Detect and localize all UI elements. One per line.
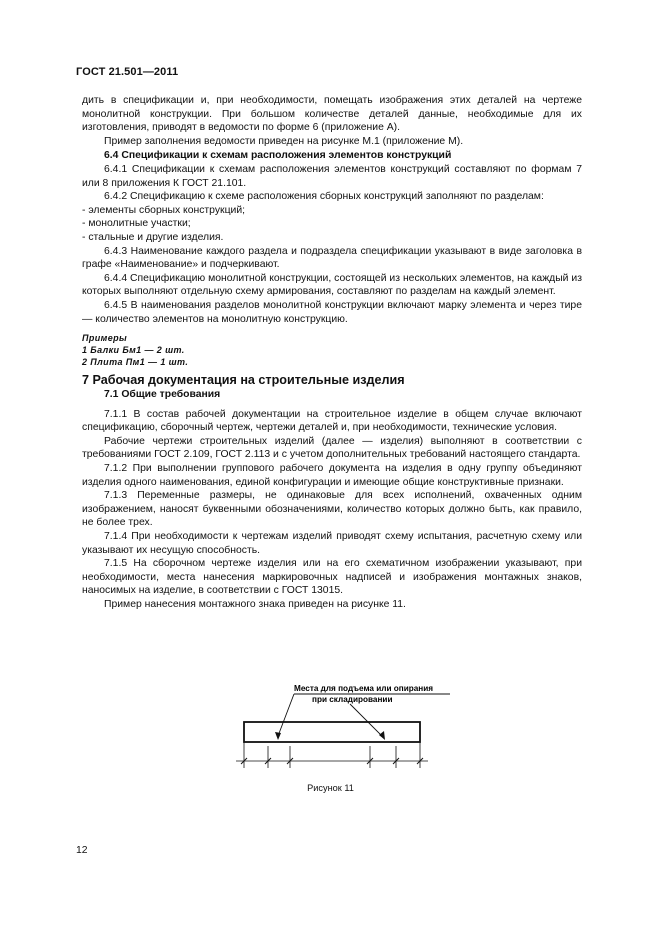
paragraph: 6.4.4 Спецификацию монолитной конструкции, состоящей из нескольких элементов, на каждый из которых выполняют отдельную схему армирования, составляют по разделам на каждый элемент.: [82, 272, 582, 298]
example-item: 2 Плита Пм1 — 1 шт.: [82, 357, 189, 368]
page-number: 12: [76, 845, 88, 856]
section-heading-6-4: 6.4 Спецификации к схемам расположения элементов конструкций: [104, 150, 452, 162]
figure-label-line1: Места для подъема или опирания: [294, 684, 434, 693]
document-header: ГОСТ 21.501—2011: [76, 66, 179, 78]
list-item: - элементы сборных конструкций;: [82, 204, 246, 216]
paragraph: 7.1.5 На сборочном чертеже изделия или на его схематичном изображении указывают, при необходимости, места нанесения маркировочных надписей и изображения монтажных знаков, наносимых на изделие, в соответствии с ГОСТ 13015.: [82, 558, 582, 597]
paragraph: 7.1.4 При необходимости к чертежам изделий приводят схему испытания, расчетную схему или указывают их несущую способность.: [82, 531, 582, 556]
paragraph: 7.1.2 При выполнении группового рабочего документа на изделия в одну группу объединяют изделия одного наименования, единой конфигурации и имеющие общие конструктивные признаки.: [82, 463, 582, 488]
list-item: - монолитные участки;: [82, 218, 191, 230]
paragraph: 6.4.2 Спецификацию к схеме расположения сборных конструкций заполняют по разделам:: [104, 191, 544, 203]
paragraph: Пример заполнения ведомости приведен на рисунке М.1 (приложение М).: [104, 135, 464, 147]
leader-line-right: [350, 704, 382, 736]
paragraph: Рабочие чертежи строительных изделий (далее — изделия) выполняют в соответствии с требованиями ГОСТ 2.109, ГОСТ 2.113 и с учетом дополнительных требований настоящего стандарта.: [82, 435, 582, 461]
examples-block: [82, 332, 582, 368]
leader-line-left: [278, 694, 294, 736]
paragraph: 6.4.5 В наименования разделов монолитной конструкции включают марку элемента и через тире — количество элементов на монолитную конструкцию.: [82, 299, 582, 325]
paragraph: 7.1.1 В состав рабочей документации на строительное изделие в общем случае включают спецификацию, сборочный чертеж, чертежи деталей и, при необходимости, технические условия.: [82, 408, 582, 434]
arrowhead-right: [379, 731, 385, 740]
example-item: 1 Балки Бм1 — 2 шт.: [82, 345, 185, 356]
paragraph: Пример нанесения монтажного знака приведен на рисунке 11.: [104, 599, 406, 610]
paragraph: дить в спецификации и, при необходимости, помещать изображения этих деталей на чертеже монолитной конструкции. При большом количестве деталей данные, необходимые для их изготовления, приводят в ведомости по форме 6 (приложение А).: [82, 95, 582, 134]
paragraph: 6.4.1 Спецификации к схемам расположения элементов конструкций составляют по формам 7 или 8 приложения К ГОСТ 21.101.: [82, 163, 582, 189]
body-text: [82, 94, 582, 612]
section-heading-7: 7 Рабочая документация на строительные изделия: [82, 373, 405, 388]
figure-label-line2: при складировании: [312, 695, 393, 704]
paragraph: 7.1.3 Переменные размеры, не одинаковые для всех исполнений, охваченных одним изображением, наносят буквенными обозначениями, количество которых должно быть, как правило, не более трех.: [82, 490, 582, 529]
figure-11-drawing: [230, 680, 470, 790]
list-item: - стальные и другие изделия.: [82, 231, 224, 243]
figure-caption: Рисунок 11: [307, 783, 354, 793]
product-outline: [244, 722, 420, 742]
section-heading-7-1: 7.1 Общие требования: [104, 389, 221, 401]
paragraph: 6.4.3 Наименование каждого раздела и подраздела спецификации указывают в виде заголовка в графе «Наименование» и подчеркивают.: [82, 245, 582, 271]
arrowhead-left: [275, 732, 281, 740]
examples-title: Примеры: [82, 333, 128, 344]
